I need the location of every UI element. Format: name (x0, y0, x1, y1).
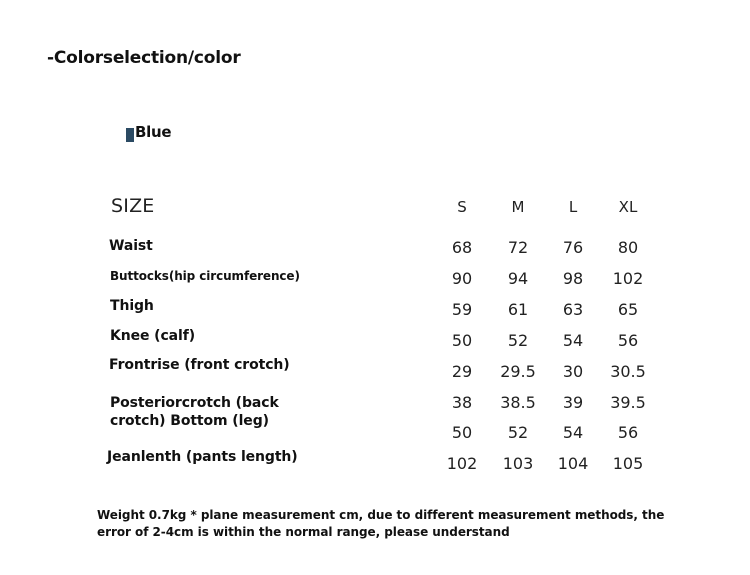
size-table-title: SIZE (111, 195, 155, 217)
table-cell: 80 (617, 238, 639, 257)
table-cell: 29.5 (500, 362, 536, 381)
table-cell: 30.5 (610, 362, 646, 381)
table-cell: 103 (502, 454, 534, 473)
table-cell: 52 (507, 423, 529, 442)
color-swatch (126, 128, 134, 142)
table-cell: 68 (451, 238, 473, 257)
table-cell: 50 (451, 423, 473, 442)
table-cell: 90 (451, 269, 473, 288)
table-cell: 56 (617, 423, 639, 442)
table-cell: 38 (451, 393, 473, 412)
table-cell: 76 (562, 238, 584, 257)
section-heading: -Colorselection/color (47, 48, 241, 68)
table-cell: 56 (617, 331, 639, 350)
table-cell: 50 (451, 331, 473, 350)
size-column-l: L (568, 198, 578, 216)
table-cell: 38.5 (500, 393, 536, 412)
measurement-note: Weight 0.7kg * plane measurement cm, due to different measurement methods, the error of 2-4cm is within the normal range, please understand (97, 508, 665, 539)
table-cell: 102 (612, 269, 644, 288)
table-cell: 72 (507, 238, 529, 257)
table-cell: 39.5 (610, 393, 646, 412)
table-cell: 59 (451, 300, 473, 319)
row-label-waist: Waist (109, 238, 153, 254)
table-cell: 39 (562, 393, 584, 412)
size-column-m: M (511, 198, 525, 216)
table-cell: 105 (612, 454, 644, 473)
table-cell: 29 (451, 362, 473, 381)
row-label-knee: Knee (calf) (110, 328, 196, 344)
table-cell: 94 (507, 269, 529, 288)
table-cell: 52 (507, 331, 529, 350)
row-label-frontrise: Frontrise (front crotch) (109, 357, 290, 373)
table-cell: 98 (562, 269, 584, 288)
row-label-posterior-crotch-bottom: Posteriorcrotch (back crotch) Bottom (leg) (110, 395, 279, 429)
row-label-jean-length: Jeanlenth (pants length) (107, 449, 298, 465)
table-cell: 102 (446, 454, 478, 473)
table-cell: 54 (562, 423, 584, 442)
row-label-buttocks: Buttocks(hip circumference) (110, 269, 300, 283)
table-cell: 65 (617, 300, 639, 319)
table-cell: 61 (507, 300, 529, 319)
table-cell: 63 (562, 300, 584, 319)
size-column-s: S (457, 198, 467, 216)
table-cell: 54 (562, 331, 584, 350)
table-cell: 104 (557, 454, 589, 473)
color-option-label: Blue (135, 123, 172, 141)
size-column-xl: XL (618, 198, 638, 216)
row-label-thigh: Thigh (110, 298, 154, 314)
table-cell: 30 (562, 362, 584, 381)
